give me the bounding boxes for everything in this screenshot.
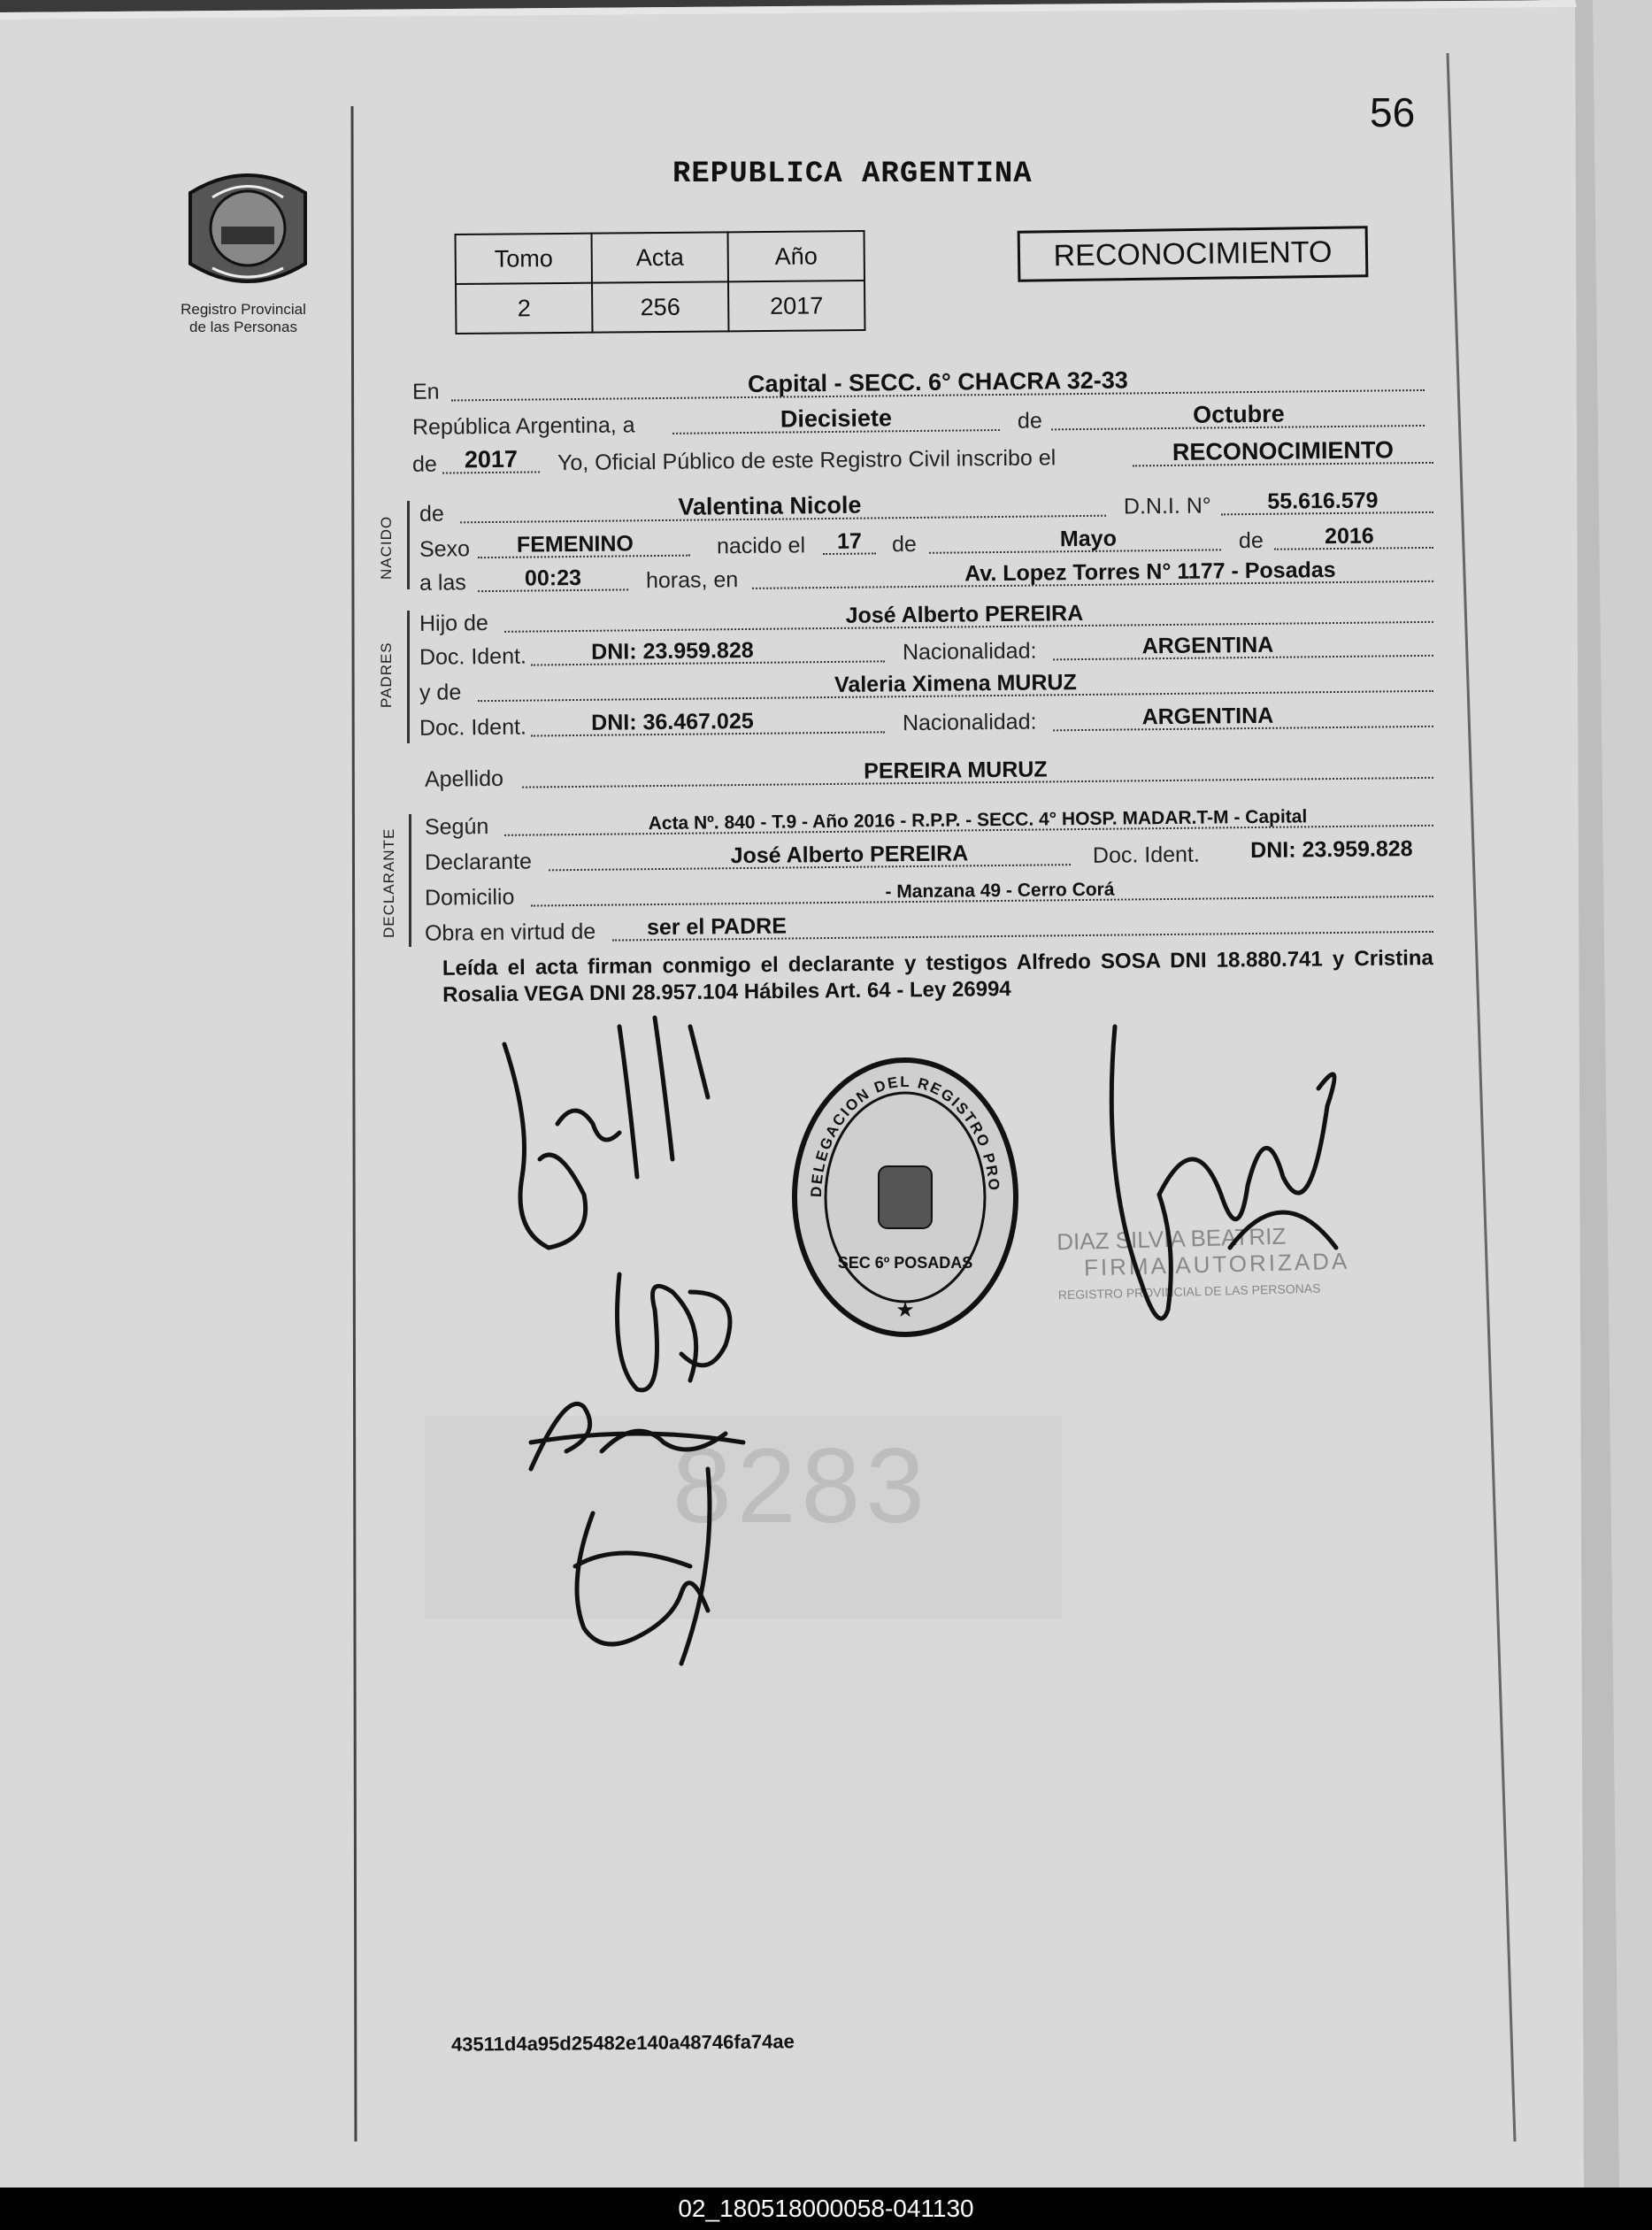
- logo-caption-line2: de las Personas: [189, 319, 297, 335]
- segun-label: Según: [424, 814, 489, 840]
- dni-label: D.N.I. N°: [1123, 493, 1211, 519]
- father-doc-value: DNI: 23.959.828: [591, 637, 754, 665]
- horas-label: horas, en: [645, 567, 739, 594]
- father-doc-label: Doc. Ident.: [419, 643, 527, 670]
- y-de-label: y de: [419, 680, 462, 705]
- declarante-label: Declarante: [424, 849, 533, 875]
- officer-stamp-name: DIAZ SILVIA BEATRIZ: [1056, 1222, 1287, 1256]
- segun-value: Acta Nº. 840 - T.9 - Año 2016 - R.P.P. - SECC. 4° HOSP. MADAR.T-M - Capital: [648, 806, 1308, 834]
- father-nat-label: Nacionalidad:: [902, 638, 1037, 665]
- republica-label: República Argentina, a: [411, 412, 635, 440]
- acta-header: Acta: [592, 232, 728, 282]
- mother-nat-value: ARGENTINA: [1141, 703, 1274, 730]
- nacido-side-label: NACIDO: [378, 515, 395, 580]
- page-number: 56: [1370, 89, 1416, 135]
- apellido-label: Apellido: [424, 765, 504, 792]
- mother-doc-value: DNI: 36.467.025: [591, 708, 754, 735]
- registry-table: [455, 230, 866, 334]
- hijo-de-label: Hijo de: [419, 611, 488, 636]
- inscribo-value: RECONOCIMIENTO: [1172, 436, 1395, 465]
- domicilio-label: Domicilio: [424, 884, 515, 911]
- place-value: Av. Lopez Torres N° 1177 - Posadas: [964, 558, 1336, 587]
- acta-value: 256: [592, 281, 728, 332]
- birth-year-value: 2016: [1324, 523, 1374, 550]
- mother-name-value: Valeria Ximena MURUZ: [834, 670, 1077, 697]
- svg-text:★: ★: [895, 1298, 915, 1322]
- declarante-side-label: DECLARANTE: [380, 827, 397, 938]
- row-name: de Valentina Nicole D.N.I. N° 55.616.579: [407, 487, 1433, 529]
- officer-stamp-role: FIRMA AUTORIZADA: [1083, 1247, 1350, 1281]
- stamp-outer-text: DELEGACION DEL REGISTRO PRO: [807, 1073, 1003, 1198]
- child-name-value: Valentina Nicole: [678, 491, 862, 520]
- declarante-value: José Alberto PEREIRA: [730, 841, 969, 869]
- mother-nat-label: Nacionalidad:: [902, 709, 1037, 736]
- birth-day-value: 17: [836, 528, 862, 554]
- a-las-label: a las: [419, 570, 466, 596]
- declarante-doc-value: DNI: 23.959.828: [1250, 836, 1413, 864]
- official-round-stamp: [786, 1051, 1025, 1343]
- logo-caption-line1: Registro Provincial: [181, 301, 306, 318]
- ano-value: 2017: [728, 281, 864, 331]
- father-name-value: José Alberto PEREIRA: [845, 600, 1084, 628]
- birth-month-value: Mayo: [1059, 526, 1118, 552]
- tomo-value: 2: [456, 283, 592, 334]
- officer-signature: [1106, 1018, 1372, 1358]
- row-inscribo: de 2017 Yo, Oficial Público de este Registro Civil inscribo el RECONOCIMIENTO: [407, 437, 1433, 480]
- closing-statement: Leída el acta firman conmigo el declarante y testigos Alfredo SOSA DNI 18.880.741 y Cristina Rosalia VEGA DNI 28.957.104 Hábiles Art. 64 - Ley 26994: [442, 946, 1433, 1007]
- sexo-label: Sexo: [419, 536, 471, 562]
- background-number: 8283: [672, 1426, 930, 1545]
- declarante-doc-label: Doc. Ident.: [1092, 842, 1201, 868]
- obra-label: Obra en virtud de: [424, 919, 596, 946]
- document-hash: 43511d4a95d25482e140a48746fa74ae: [450, 2030, 795, 2056]
- month-value: Octubre: [1192, 400, 1285, 428]
- document-title: REPUBLICA ARGENTINA: [672, 158, 1033, 191]
- file-footer: 02_180518000058-041130: [0, 2188, 1652, 2230]
- de-label: de: [1017, 408, 1042, 434]
- hour-value: 00:23: [524, 565, 582, 591]
- province-coat-of-arms: [173, 158, 323, 299]
- logo-caption: [142, 301, 345, 336]
- oficial-text: Yo, Oficial Público de este Registro Civil inscribo el: [557, 445, 1057, 476]
- day-value: Diecisiete: [780, 404, 893, 433]
- witness-signature-3: [549, 1460, 761, 1677]
- officer-stamp-registry: REGISTRO PROVINCIAL DE LAS PERSONAS: [1057, 1280, 1321, 1303]
- act-type-box: RECONOCIMIENTO: [1018, 226, 1369, 282]
- en-label: En: [411, 379, 440, 404]
- child-dni-value: 55.616.579: [1267, 488, 1379, 514]
- domicilio-value: - Manzana 49 - Cerro Corá: [885, 879, 1115, 903]
- obra-value: ser el PADRE: [646, 913, 788, 941]
- stamp-inner-text: SEC 6º POSADAS: [837, 1254, 973, 1272]
- nacido-el-label: nacido el: [716, 533, 806, 559]
- father-nat-value: ARGENTINA: [1141, 632, 1274, 659]
- ano-header: Año: [728, 231, 864, 281]
- row-sexo: Sexo FEMENINO nacido el 17 de Mayo de 2016: [407, 522, 1433, 565]
- sexo-value: FEMENINO: [516, 531, 634, 558]
- mother-doc-label: Doc. Ident.: [419, 714, 527, 741]
- padres-side-label: PADRES: [378, 642, 395, 708]
- year-value: 2017: [464, 445, 519, 473]
- tomo-header: Tomo: [456, 234, 592, 284]
- en-value: Capital - SECC. 6° CHACRA 32-33: [747, 366, 1129, 397]
- apellido-value: PEREIRA MURUZ: [864, 757, 1048, 784]
